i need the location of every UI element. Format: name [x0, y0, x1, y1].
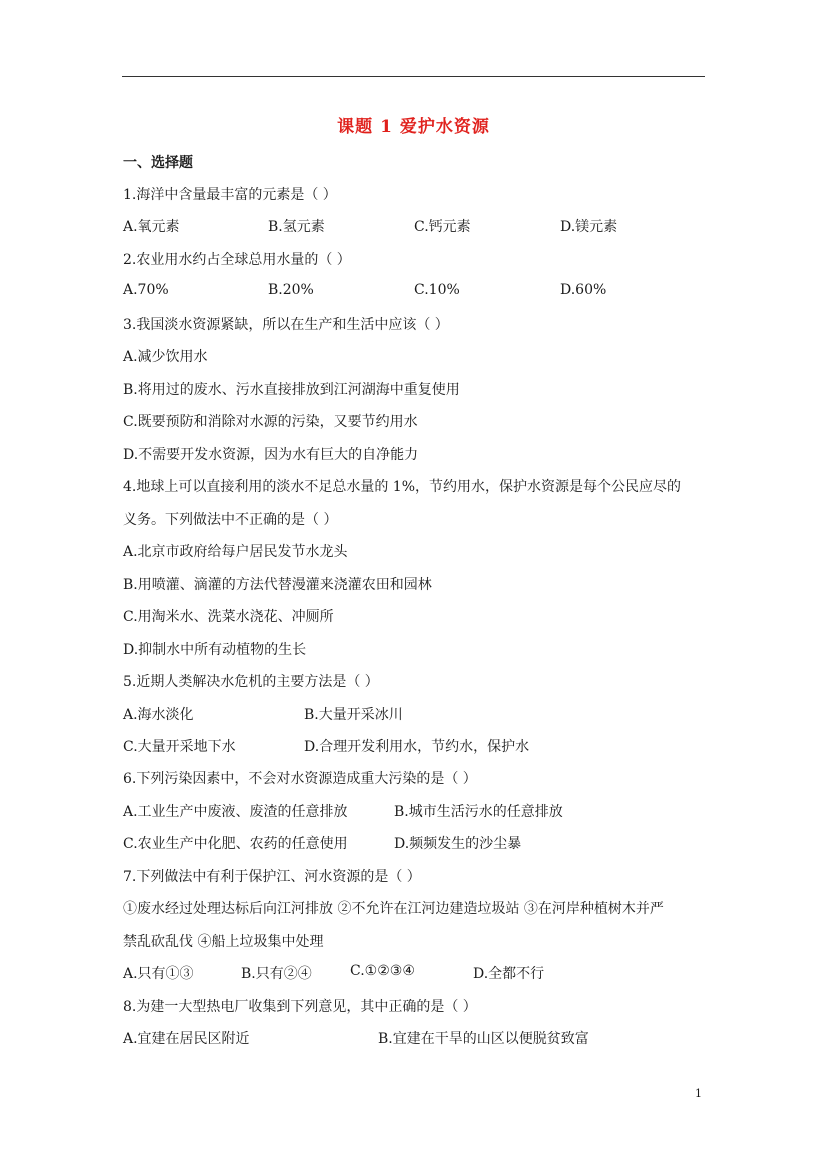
q3-option-d: D.不需要开发水资源，因为水有巨大的自净能力 [123, 447, 419, 463]
question-7-items-line1: ①废水经过处理达标后向江河排放 ②不允许在江河边建造垃圾站 ③在河岸种植树木并严 [123, 901, 664, 917]
q2-option-c: C.10% [414, 282, 460, 298]
question-4-stem-line1: 4.地球上可以直接利用的淡水不足总水量的 1%，节约用水，保护水资源是每个公民应尽的 [123, 479, 682, 495]
question-8-options [123, 1028, 713, 1048]
question-6-options-row1 [123, 801, 713, 821]
q7-option-a: A.只有①③ [123, 966, 194, 982]
page-title: 课题 1 爱护水资源 [337, 117, 490, 137]
q4-option-d: D.抑制水中所有动植物的生长 [123, 642, 307, 658]
q6-option-a: A.工业生产中废液、废渣的任意排放 [123, 804, 348, 820]
question-5-options-row2 [123, 736, 713, 756]
question-7-items-line2: 禁乱砍乱伐 ④船上垃圾集中处理 [123, 934, 324, 950]
question-2-stem: 2.农业用水约占全球总用水量的（ ） [123, 252, 351, 268]
q5-option-a: A.海水淡化 [123, 707, 194, 723]
q3-option-b: B.将用过的废水、污水直接排放到江河湖海中重复使用 [123, 382, 460, 398]
page-number: 1 [695, 1087, 702, 1100]
q7-option-d: D.全都不行 [473, 966, 545, 982]
q3-option-c: C.既要预防和消除对水源的污染，又要节约用水 [123, 414, 418, 430]
q4-option-b: B.用喷灌、滴灌的方法代替漫灌来浇灌农田和园林 [123, 577, 432, 593]
q3-option-a: A.减少饮用水 [123, 349, 208, 365]
question-7-stem: 7.下列做法中有利于保护江、河水资源的是（ ） [123, 869, 421, 885]
question-7-options [123, 963, 713, 983]
q8-option-a: A.宜建在居民区附近 [123, 1031, 250, 1047]
q6-option-d: D.频频发生的沙尘暴 [394, 836, 522, 852]
question-2-options [123, 282, 713, 302]
q5-option-c: C.大量开采地下水 [123, 739, 236, 755]
question-4-stem-line2: 义务。下列做法中不正确的是（ ） [123, 512, 338, 528]
q7-option-c: C.①②③④ [350, 963, 415, 979]
question-5-stem: 5.近期人类解决水危机的主要方法是（ ） [123, 674, 379, 690]
q2-option-b: B.20% [268, 282, 314, 298]
q1-option-c: C.钙元素 [414, 219, 471, 235]
question-8-stem: 8.为建一大型热电厂收集到下列意见，其中正确的是（ ） [123, 999, 477, 1015]
question-5-options-row1 [123, 704, 713, 724]
q2-option-d: D.60% [560, 282, 607, 298]
question-3-stem: 3.我国淡水资源紧缺，所以在生产和生活中应该（ ） [123, 317, 449, 333]
q2-option-a: A.70% [123, 282, 169, 298]
question-1-stem: 1.海洋中含量最丰富的元素是（ ） [123, 187, 337, 203]
q4-option-c: C.用淘米水、洗菜水浇花、冲厕所 [123, 609, 334, 625]
q6-option-b: B.城市生活污水的任意排放 [394, 804, 563, 820]
q1-option-a: A.氧元素 [123, 219, 180, 235]
question-1-options [123, 216, 713, 236]
q5-option-d: D.合理开发利用水，节约水，保护水 [304, 739, 530, 755]
q1-option-b: B.氢元素 [268, 219, 325, 235]
q8-option-b: B.宜建在干旱的山区以便脱贫致富 [378, 1031, 589, 1047]
q6-option-c: C.农业生产中化肥、农药的任意使用 [123, 836, 348, 852]
q7-option-b: B.只有②④ [241, 966, 312, 982]
question-6-stem: 6.下列污染因素中，不会对水资源造成重大污染的是（ ） [123, 771, 477, 787]
q5-option-b: B.大量开采冰川 [304, 707, 403, 723]
q1-option-d: D.镁元素 [560, 219, 618, 235]
q4-option-a: A.北京市政府给每户居民发节水龙头 [123, 544, 348, 560]
header-rule [122, 76, 705, 77]
section-heading: 一、选择题 [123, 155, 193, 171]
question-6-options-row2 [123, 833, 713, 853]
